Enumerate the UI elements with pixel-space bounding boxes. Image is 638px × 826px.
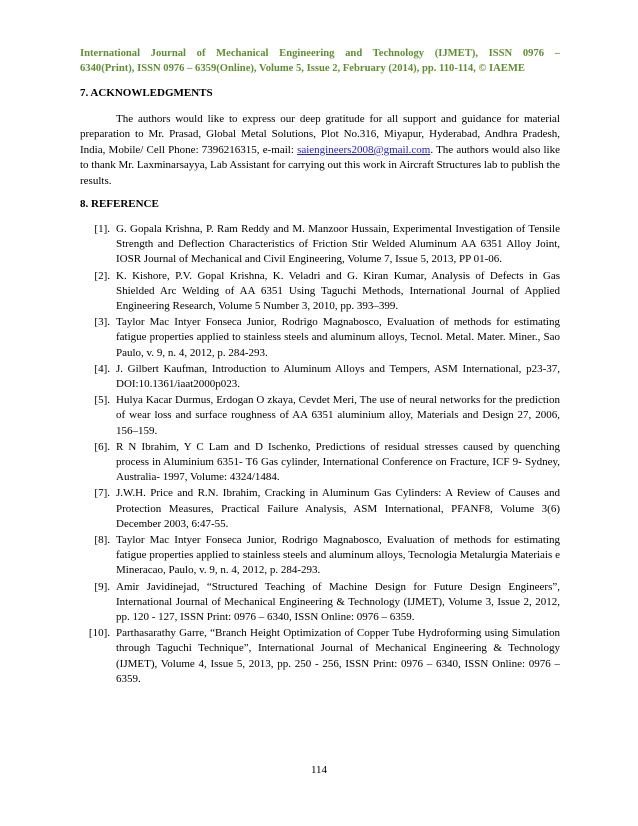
reference-text: Taylor Mac Intyer Fonseca Junior, Rodrigo Magnabosco, Evaluation of methods for estimating fatigue properties applied to stainless steels and aluminum alloys, Tecnologia Metalurgia Materiais e Mineracao, Paulo, v. 9, n. 4, 2012, p. 284-293. [116,534,560,577]
reference-item [80,222,560,268]
journal-header-line-2: 6340(Print), ISSN 0976 – 6359(Online), Volume 5, Issue 2, February (2014), pp. 110-114, © IAEME [80,63,525,74]
reference-text: Hulya Kacar Durmus, Erdogan O zkaya, Cevdet Meri, The use of neural networks for the prediction of wear loss and surface roughness of AA 6351 aluminium alloy, Materials and Design 27, 2006, 156–159. [116,394,560,437]
reference-number: [5]. [94,394,110,407]
reference-item [80,533,560,579]
reference-text: Amir Javidinejad, “Structured Teaching of Machine Design for Future Design Engineers”, International Journal of Mechanical Engineering & Technology (IJMET), Volume 3, Issue 2, 2012, pp. 120 - 127, ISSN Print: 0976 – 6340, ISSN Online: 0976 – 6359. [116,580,560,624]
reference-text: Parthasarathy Garre, “Branch Height Optimization of Copper Tube Hydroforming using Simulation through Taguchi Technique”, International Journal of Mechanical Engineering & Technology (IJMET), Volume 4, Issue 5, 2013, pp. 250 - 256, ISSN Print: 0976 – 6340, ISSN Online: 0976 – 6359. [116,627,560,685]
reference-number: [6]. [94,440,110,453]
email-link[interactable]: saiengineers2008@gmail.com [297,143,431,156]
reference-number: [7]. [94,487,110,500]
reference-item [80,486,560,532]
reference-item [80,315,560,361]
reference-number: [2]. [94,269,110,282]
acknowledgments-heading: 7. ACKNOWLEDGMENTS [80,87,213,99]
reference-list [80,222,560,688]
reference-item [80,393,560,439]
acknowledgments-text: The authors would like to express our deep gratitude for all support and guidance for material preparation to Mr. Prasad, Global Metal Solutions, Plot No.316, Miyapur, Hyderabad, Andhra Pradesh, India, Mobile/ Cell Phone: 7396216315, e-mail: [80,113,560,156]
reference-text: J. Gilbert Kaufman, Introduction to Aluminum Alloys and Tempers, ASM International, p23-37, DOI:10.1361/iaat2000p023. [116,362,560,391]
reference-item [80,580,560,626]
reference-number: [9]. [94,580,110,593]
acknowledgments-paragraph [80,112,560,189]
acknowledgments-text-cont: . The authors would also like to thank Mr. Laxminarsayya, Lab Assistant for carrying out this work in Aircraft Structures lab to publish the results. [80,143,560,187]
references-heading: 8. REFERENCE [80,198,159,210]
page-number: 114 [310,764,328,776]
journal-header-line-1: International Journal of Mechanical Engineering and Technology (IJMET), ISSN 0976 – [80,48,560,59]
reference-text: K. Kishore, P.V. Gopal Krishna, K. Veladri and G. Kiran Kumar, Analysis of Defects in Gas Shielded Arc Welding of AA 6351 Using Taguchi Methods, International Journal of Applied Engineering Research, Volume 5 Number 3, 2010, pp. 393–399. [116,269,560,313]
reference-item [80,440,560,486]
reference-number: [4]. [94,362,110,375]
reference-number: [3]. [94,316,110,329]
reference-text: G. Gopala Krishna, P. Ram Reddy and M. Manzoor Hussain, Experimental Investigation of Tensile Strength and Deflection Characteristics of Friction Stir Welded Aluminum AA 6351 Alloy Joint, IOSR Journal of Mechanical and Civil Engineering, Volume 7, Issue 5, 2013, PP 01-06. [116,223,560,266]
reference-text: Taylor Mac Intyer Fonseca Junior, Rodrigo Magnabosco, Evaluation of methods for estimating fatigue properties applied to stainless steels and aluminum alloys, Tecnol. Metal. Mater. Miner., Sao Paulo, v. 9, n. 4, 2012, p. 284-293. [116,316,560,359]
reference-item [80,626,560,687]
reference-text: J.W.H. Price and R.N. Ibrahim, Cracking in Aluminum Gas Cylinders: A Review of Causes and Protection Measures, Practical Failure Analysis, ASM International, PFANF8, Volume 3(6) December 2003, 6:47-55. [116,487,560,530]
reference-text: R N Ibrahim, Y C Lam and D Ischenko, Predictions of residual stresses caused by quenching process in Aluminium 6351- T6 Gas cylinder, International Conference on Fracture, ICF 9- Sydney, Australia- 1997, Volume: 4324/1484. [116,440,560,484]
reference-number: [8]. [94,534,110,547]
reference-number: [1]. [94,223,110,235]
reference-item [80,269,560,315]
journal-header [80,46,560,76]
reference-number: [10]. [88,627,110,640]
reference-item [80,362,560,392]
